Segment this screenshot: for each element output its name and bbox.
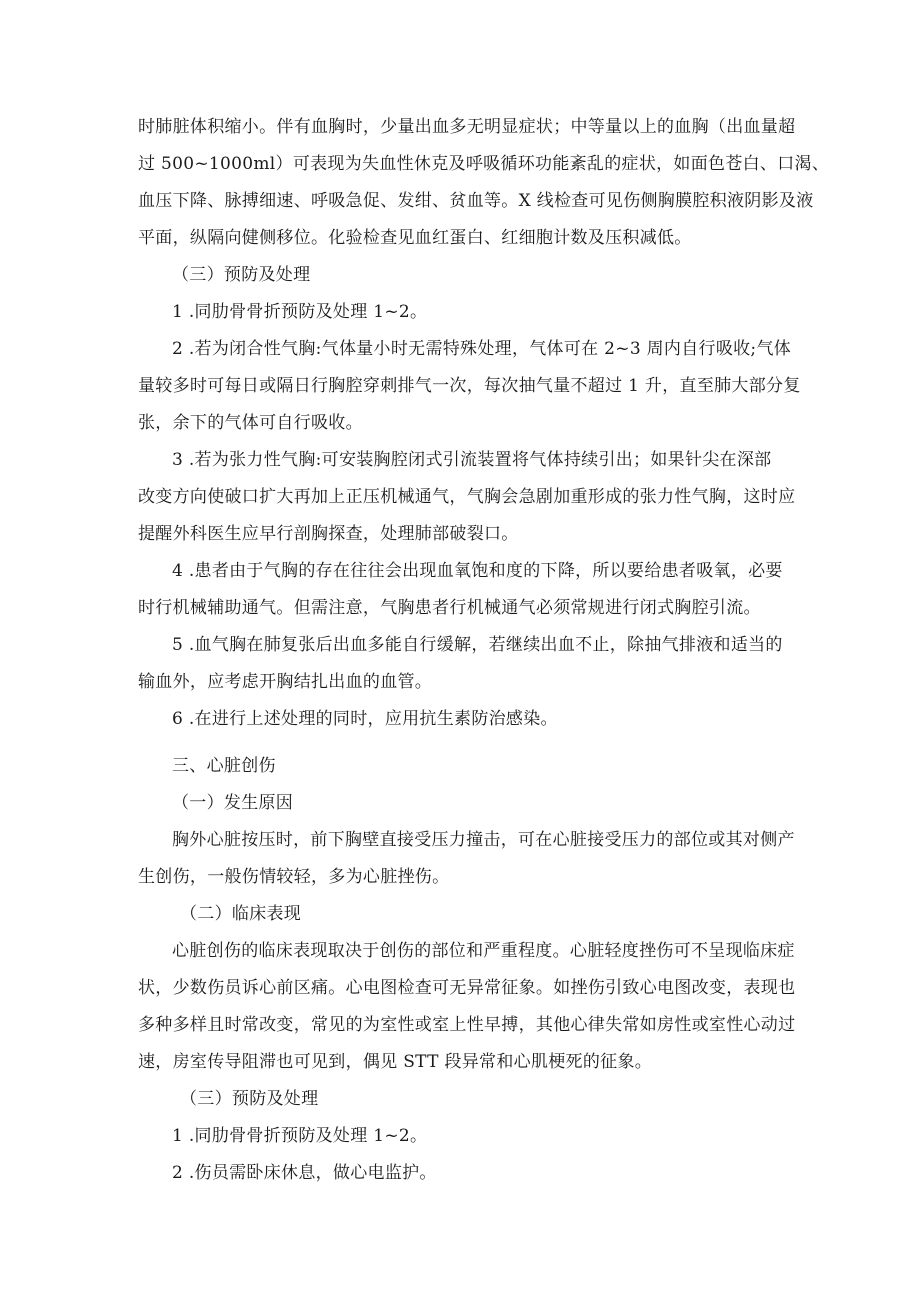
list-item: 5 .血气胸在肺复张后出血多能自行缓解，若继续出血不止，除抽气排液和适当的 <box>172 635 783 655</box>
text-line: 多种多样且时常改变，常见的为室性或室上性早搏，其他心律失常如房性或室性心动过 <box>138 1015 796 1035</box>
list-item: 2 .若为闭合性气胸:气体量小时无需特殊处理，气体可在 2~3 周内自行吸收;气体 <box>172 339 792 359</box>
text-line: 时行机械辅助通气。但需注意，气胸患者行机械通气必须常规进行闭式胸腔引流。 <box>138 598 761 618</box>
text-line: 状，少数伤员诉心前区痛。心电图检查可无异常征象。如挫伤引致心电图改变，表现也 <box>138 978 796 998</box>
text-line: 速，房室传导阻滞也可见到，偶见 STT 段异常和心肌梗死的征象。 <box>138 1052 653 1072</box>
list-item: 6 .在进行上述处理的同时，应用抗生素防治感染。 <box>172 709 558 729</box>
section-heading: （三）预防及处理 <box>180 1089 319 1109</box>
text-line: 量较多时可每日或隔日行胸腔穿刺排气一次，每次抽气量不超过 1 升，直至肺大部分复 <box>138 376 801 396</box>
text-line: 过 500~1000ml）可表现为失血性休克及呼吸循环功能紊乱的症状，如面色苍白、口渴、 <box>138 154 830 174</box>
list-item: 3 .若为张力性气胸:可安装胸腔闭式引流装置将气体持续引出；如果针尖在深部 <box>172 450 772 470</box>
text-line: 张，余下的气体可自行吸收。 <box>138 413 363 433</box>
text-line: 改变方向使破口扩大再加上正压机械通气，气胸会急剧加重形成的张力性气胸，这时应 <box>138 487 796 507</box>
text-line: 心脏创伤的临床表现取决于创伤的部位和严重程度。心脏轻度挫伤可不呈现临床症 <box>172 941 795 961</box>
text-line: 提醒外科医生应早行剖胸探查，处理肺部破裂口。 <box>138 524 519 544</box>
text-line: 血压下降、脉搏细速、呼吸急促、发绀、贫血等。X 线检查可见伤侧胸膜腔积液阴影及液 <box>138 191 814 211</box>
text-line: 输血外，应考虑开胸结扎出血的血管。 <box>138 672 433 692</box>
list-item: 4 .患者由于气胸的存在往往会出现血氧饱和度的下降，所以要给患者吸氧，必要 <box>172 561 783 581</box>
text-line: 平面，纵隔向健侧移位。化验检查见血红蛋白、红细胞计数及压积减低。 <box>138 228 692 248</box>
text-line: 时肺脏体积缩小。伴有血胸时，少量出血多无明显症状；中等量以上的血胸（出血量超 <box>138 117 796 137</box>
text-line: 胸外心脏按压时，前下胸壁直接受压力撞击，可在心脏接受压力的部位或其对侧产 <box>172 830 795 850</box>
list-item: 1 .同肋骨骨折预防及处理 1~2。 <box>172 302 428 322</box>
section-heading: （一）发生原因 <box>172 793 294 813</box>
list-item: 1 .同肋骨骨折预防及处理 1~2。 <box>172 1126 428 1146</box>
section-heading: （三）预防及处理 <box>172 265 311 285</box>
list-item: 2 .伤员需卧床休息，做心电监护。 <box>172 1163 437 1183</box>
text-line: 生创伤，一般伤情较轻，多为心脏挫伤。 <box>138 867 450 887</box>
section-heading: （二）临床表现 <box>180 904 302 924</box>
chapter-heading: 三、心脏创伤 <box>172 756 276 776</box>
